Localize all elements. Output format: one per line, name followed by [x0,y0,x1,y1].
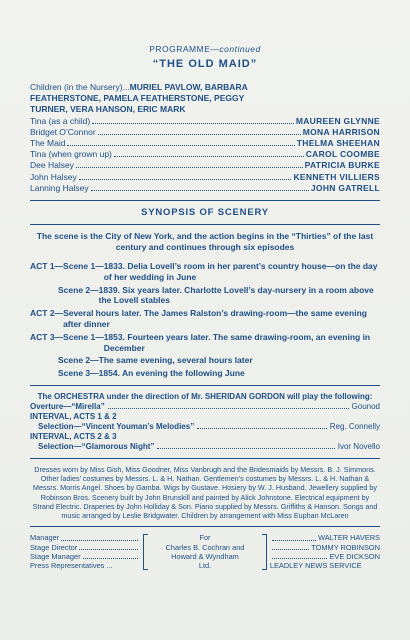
cast-row-children [30,82,380,93]
music-composer: Ivor Novello [337,442,380,451]
scene-text: 1833. Delia Lovell’s room in her parent’s country house—on the day of her wedding in June [103,261,378,282]
cast-row [30,149,380,160]
cast-role: John Halsey [30,171,77,182]
company-line: Charles B. Cochran and [165,542,245,552]
divider [30,200,380,201]
programme-label: PROGRAMME— [149,44,220,54]
orchestra-intro: The ORCHESTRA under the direction of Mr. SHERIDAN GORDON will play the following: [37,392,373,401]
cast-actor: THELMA SHEEHAN [296,138,380,149]
staff-name: LEADLEY NEWS SERVICE [269,561,362,571]
music-composer: Reg. Connelly [329,422,380,431]
cast-actor: MONA HARRISON [302,126,380,137]
cast-children-line: FEATHERSTONE, PAMELA FEATHERSTONE, PEGGY [30,93,245,104]
music-row [30,402,380,412]
staff-names [270,533,380,571]
cast-role: Lanning Halsey [30,182,89,193]
cast-role: Children (in the Nursery)... [30,82,130,92]
company-line: For [199,533,211,543]
staff-role: Manager [30,533,60,543]
staff-roles [30,533,140,571]
cast-row [30,127,380,138]
staff-block [30,533,380,571]
scene-label: Scene 3— [58,368,99,379]
scene-text: 1839. Six years later. Charlotte Lovell’s day-nursery in a room above the Lovell stables [98,284,374,306]
scene-entry [30,261,380,283]
cast-role: Bridget O’Connor [30,126,96,137]
scene-text: Several hours later. The James Ralston’s drawing-room—the same evening after dinner [63,308,367,330]
music-piece: Selection—“Vincent Youman’s Melodies” [38,422,195,431]
cast-row [30,138,380,149]
right-brace [260,533,270,571]
music-composer: Gounod [351,402,380,411]
scene-label: ACT 2— [30,308,64,319]
divider [30,458,380,459]
scene-text: The same evening, several hours later [98,355,253,366]
staff-name: TOMMY ROBINSON [311,542,380,552]
costume-credits: Dresses worn by Miss Gish, Miss Goodner, Miss Vanbrugh and the Bridesmaids by Messrs. B. J. Simmons. Other ladies’ costumes by Messrs. L. & H. Nathan. Gentlemen’s costumes by Messrs. L. & H. Nathan & Messrs. Morris Angel. Shoes by Gamba. Wigs by Gustave. Hosiery by W. J. Husband. Jewellery supplied by Robinson Bros. Scenery built by John Brunskill and painted by Alick Johnstone. Electrical equipment by Strand Electric. Draperies by John Holliday & Son. Piano supplied by Messrs. Griffiths & Hanson. Songs and music arranged by Leslie Bridgwater. Children by arrangement with Miss Euphan McLaren [32,465,378,521]
cast-actor: MAUREEN GLYNNE [295,115,380,126]
divider [30,224,380,225]
scene-label: Scene 2— [58,284,99,295]
scene-entry [30,308,380,330]
interval-label: INTERVAL, ACTS 2 & 3 [30,432,117,441]
divider [30,385,380,386]
scene-entry [30,332,380,354]
cast-role: Dee Halsey [30,160,74,171]
scene-text: 1853. Fourteen years later. The same drawing-room, an evening in December [103,331,371,353]
play-title: “THE OLD MAID” [152,58,258,70]
scene-label: Scene 2— [58,355,99,366]
cast-row [30,172,380,183]
company-line: Howard & Wyndham [171,552,239,562]
cast-row [30,160,380,171]
cast-actor: CAROL COOMBE [305,149,380,160]
staff-role: Stage Director [30,542,78,552]
scene-entry [30,355,380,366]
staff-company [150,533,260,571]
staff-role: Stage Manager [30,552,81,562]
scenery-acts [30,261,380,379]
scene-entry [30,285,380,307]
staff-name: WALTER HAVERS [318,533,380,543]
programme-heading [30,44,380,54]
company-line: Ltd. [198,561,212,571]
divider [30,526,380,527]
music-piece: Selection—“Glamorous Night” [38,442,155,451]
cast-actor: JOHN GATRELL [310,182,380,193]
cast-actor: MURIEL PAVLOW, BARBARA [129,82,248,92]
scene-label: ACT 3—Scene 1— [30,331,104,342]
cast-role: The Maid [30,138,66,149]
cast-role: Tina (as a child) [30,115,91,126]
staff-name: EVE DICKSON [329,552,380,562]
cast-children-line: TURNER, VERA HANSON, ERIC MARK [30,104,186,115]
scenery-intro: The scene is the City of New York, and the action begins in the “Thirties” of the last century and continues through six episodes [36,231,374,253]
scene-text: 1854. An evening the following June [98,368,245,379]
scene-entry [30,368,380,379]
scene-label: ACT 1—Scene 1— [30,261,104,272]
interval-label: INTERVAL, ACTS 1 & 2 [30,412,117,421]
scenery-title: SYNOPSIS OF SCENERY [141,207,269,219]
music-list [30,402,380,452]
music-row [30,422,380,432]
cast-actor: KENNETH VILLIERS [293,171,380,182]
left-brace [140,533,150,571]
cast-actor: PATRICIA BURKE [304,160,380,171]
cast-list [30,82,380,194]
music-row [30,442,380,452]
staff-role: Press Representatives ... [30,561,113,571]
cast-row [30,116,380,127]
music-piece: Overture—“Mirella” [30,402,105,411]
cast-row [30,183,380,194]
cast-role: Tina (when grown up) [30,149,112,160]
continued-label: continued [219,44,261,54]
